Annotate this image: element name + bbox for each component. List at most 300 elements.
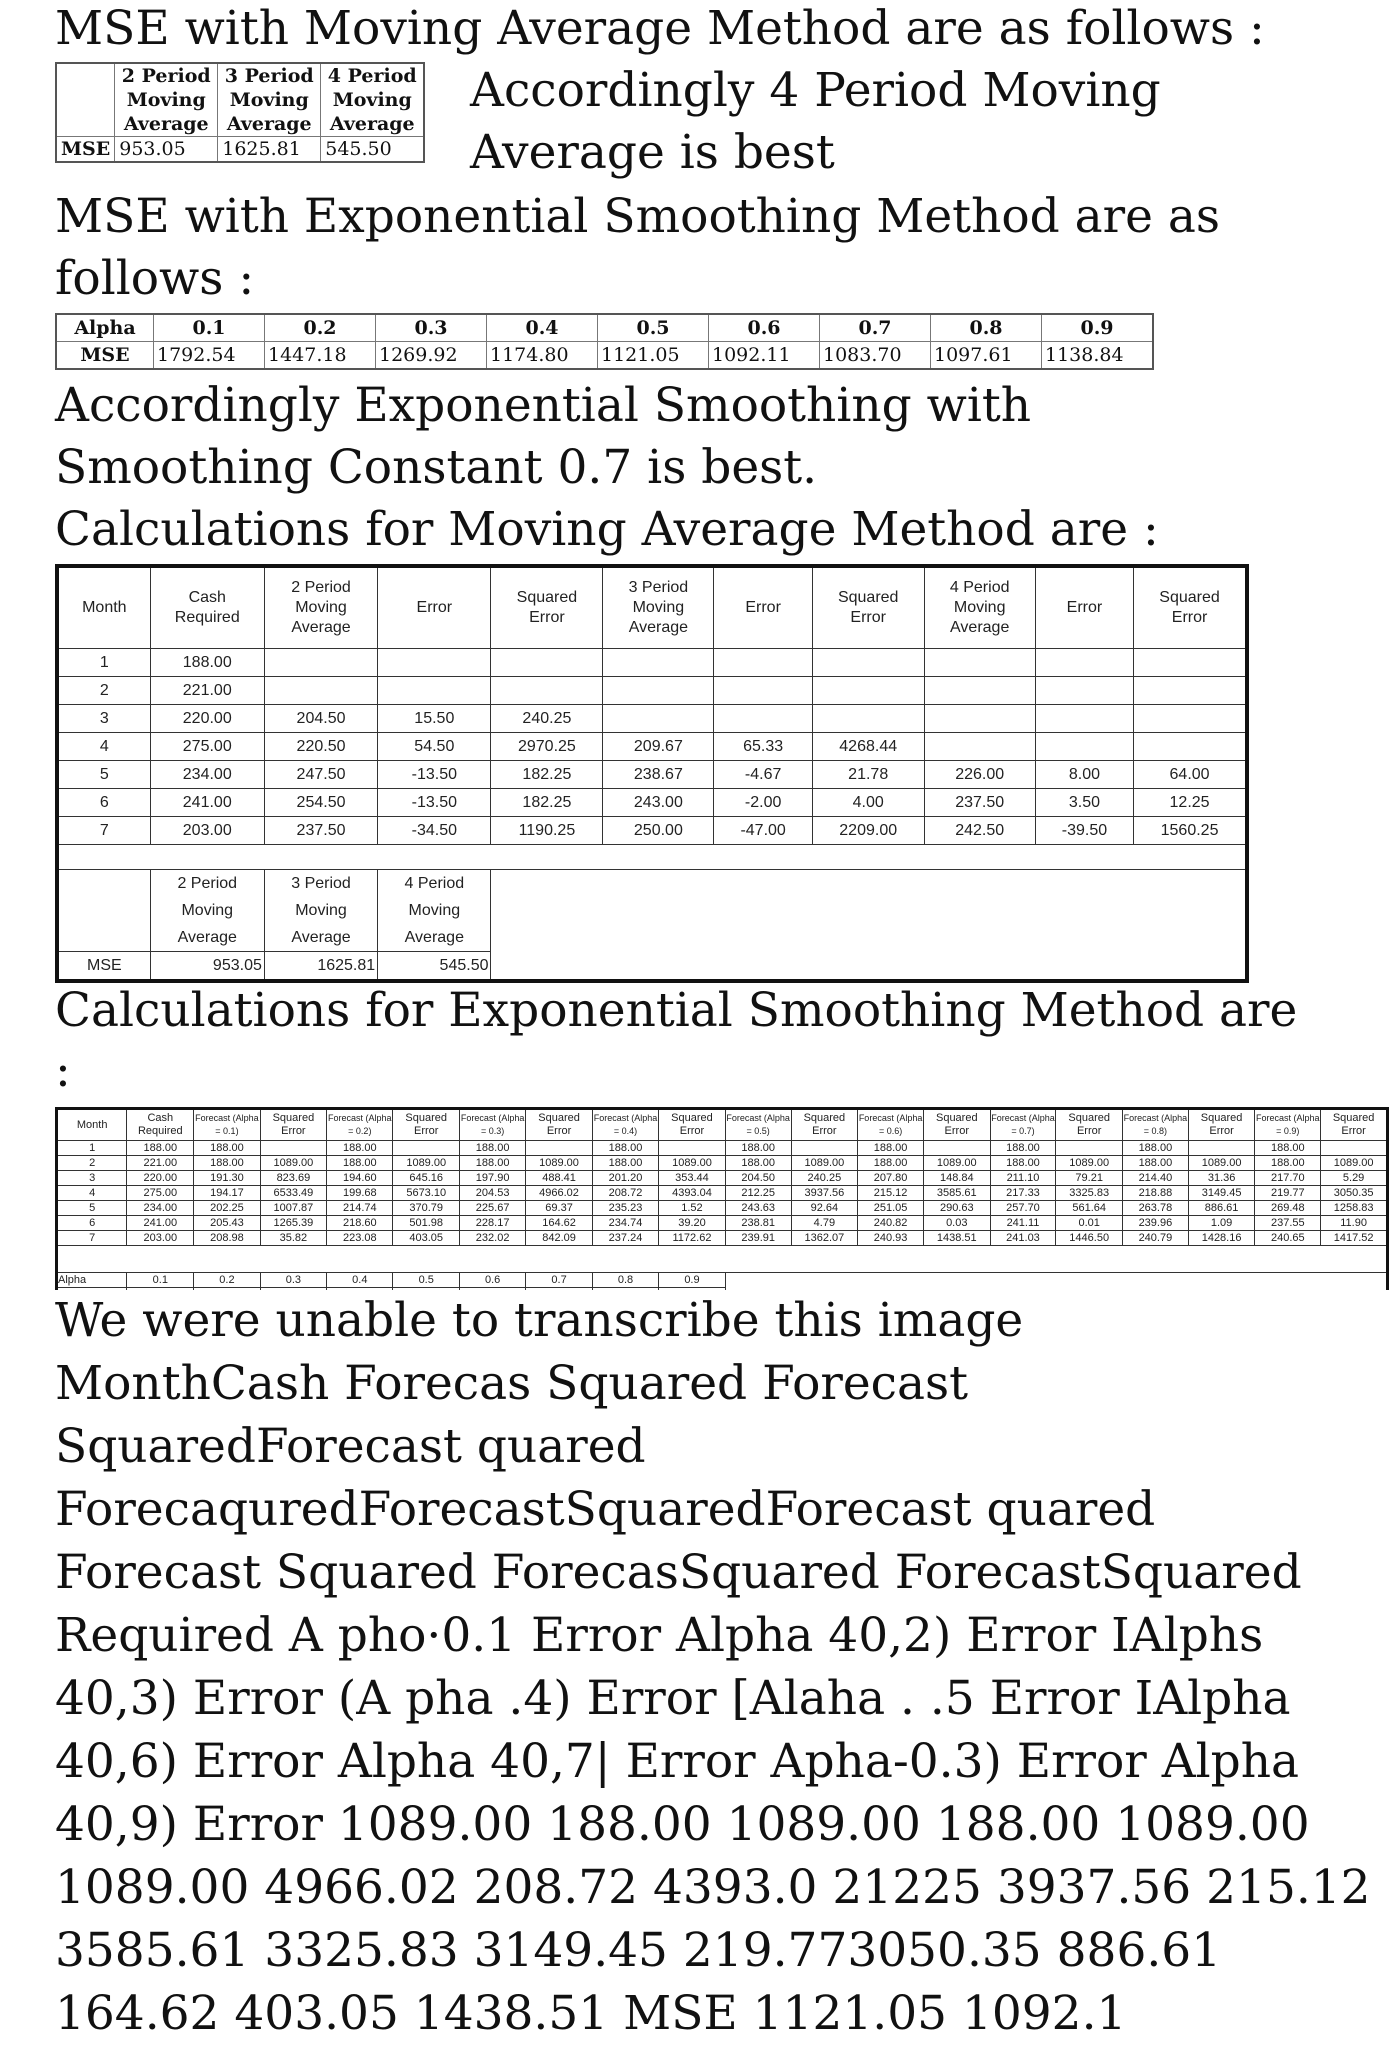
header-cell: Squared Error xyxy=(1188,1109,1255,1141)
table-cell xyxy=(1134,733,1247,761)
header-cell: Squared Error xyxy=(812,566,924,649)
table-cell: 220.00 xyxy=(127,1171,194,1186)
table-cell xyxy=(812,705,924,733)
table-cell: 1265.39 xyxy=(260,1216,327,1231)
heading-es-calculations-1: Calculations for Exponential Smoothing Method are xyxy=(55,983,1298,1038)
header-cell: Error xyxy=(714,566,812,649)
table-cell: 188.00 xyxy=(150,649,264,677)
mse-value: 953.05 xyxy=(150,952,264,982)
row-label: MSE xyxy=(56,342,154,370)
es-conclusion-line1: Accordingly Exponential Smoothing with xyxy=(55,378,1032,433)
mse-value: 1092.11 xyxy=(709,342,820,370)
table-cell: 221.00 xyxy=(127,1156,194,1171)
table-row xyxy=(57,649,1247,677)
table-cell: 188.00 xyxy=(990,1141,1056,1156)
header-cell: 2 Period Moving Average xyxy=(115,63,218,137)
table-cell xyxy=(1134,705,1247,733)
table-cell: 238.67 xyxy=(603,761,714,789)
table-cell: 3.50 xyxy=(1035,789,1133,817)
table-cell: 0.03 xyxy=(924,1216,991,1231)
table-row xyxy=(57,789,1247,817)
table-cell: 208.72 xyxy=(592,1186,658,1201)
alpha-value: 0.7 xyxy=(820,314,931,342)
table-cell: 201.20 xyxy=(592,1171,658,1186)
table-cell: 5673.10 xyxy=(393,1186,460,1201)
alpha-value: 0.4 xyxy=(487,314,598,342)
table-cell: 353.44 xyxy=(659,1171,726,1186)
table-cell: 243.63 xyxy=(725,1201,791,1216)
table-cell: 1089.00 xyxy=(924,1156,991,1171)
table-row xyxy=(57,705,1247,733)
table-cell: 290.63 xyxy=(924,1201,991,1216)
table-cell xyxy=(924,733,1035,761)
table-cell: 209.67 xyxy=(603,733,714,761)
table-cell xyxy=(1035,705,1133,733)
table-cell: 240.25 xyxy=(491,705,603,733)
table-row xyxy=(57,1186,1388,1201)
table-cell: 239.91 xyxy=(725,1231,791,1246)
table-cell xyxy=(1035,677,1133,705)
table-cell: 234.74 xyxy=(592,1216,658,1231)
table-cell: 188.00 xyxy=(858,1156,924,1171)
alpha-value: 0.8 xyxy=(931,314,1042,342)
table-cell: 188.00 xyxy=(725,1141,791,1156)
table-cell: 215.12 xyxy=(858,1186,924,1201)
table-cell: 241.03 xyxy=(990,1231,1056,1246)
table-cell xyxy=(659,1141,726,1156)
table-cell: 1 xyxy=(57,1141,127,1156)
table-cell: 194.17 xyxy=(194,1186,260,1201)
header-cell: Cash Required xyxy=(127,1109,194,1141)
table-cell: 240.82 xyxy=(858,1216,924,1231)
table-cell: 886.61 xyxy=(1188,1201,1255,1216)
table-cell xyxy=(378,677,491,705)
ocr-line: Forecast Squared ForecasSquared ForecastSquared xyxy=(55,1545,1302,1600)
blankcell xyxy=(725,1273,1387,1291)
table-row xyxy=(57,1171,1388,1186)
header-cell: Error xyxy=(378,566,491,649)
table-cell: 250.00 xyxy=(603,817,714,845)
table-cell: 188.00 xyxy=(1122,1156,1188,1171)
alpha-row xyxy=(56,314,1153,342)
header-cell: Forecast (Alpha = 0.3) xyxy=(460,1109,526,1141)
ocr-line: 40,6) Error Alpha 40,7| Error Apha-0.3) Error Alpha xyxy=(55,1734,1300,1789)
table-cell: 1258.83 xyxy=(1321,1201,1388,1216)
ocr-line: SquaredForecast quared xyxy=(55,1419,646,1474)
alpha-value: 0.1 xyxy=(127,1273,194,1288)
table-cell: 204.50 xyxy=(725,1171,791,1186)
table-cell xyxy=(714,705,812,733)
header-cell: 3 Period Moving Average xyxy=(264,870,377,952)
alpha-value: 0.2 xyxy=(194,1273,260,1288)
table-cell: 488.41 xyxy=(526,1171,593,1186)
mse-value: 1174.80 xyxy=(487,342,598,370)
table-cell: 3050.35 xyxy=(1321,1186,1388,1201)
table-cell: 21.78 xyxy=(812,761,924,789)
header-cell: 4 Period Moving Average xyxy=(321,63,425,137)
header-cell: Forecast (Alpha = 0.5) xyxy=(725,1109,791,1141)
table-cell: 1172.62 xyxy=(659,1231,726,1246)
header-cell: Squared Error xyxy=(1321,1109,1388,1141)
mse-value: 1792.54 xyxy=(154,342,265,370)
mse-value: 953.05 xyxy=(115,137,218,163)
table-cell: 1438.51 xyxy=(924,1231,991,1246)
header-cell: Squared Error xyxy=(393,1109,460,1141)
table-cell: 207.80 xyxy=(858,1171,924,1186)
table-cell: 65.33 xyxy=(714,733,812,761)
table-cell: 4.00 xyxy=(812,789,924,817)
table-cell xyxy=(1056,1141,1123,1156)
header-cell: 3 Period Moving Average xyxy=(603,566,714,649)
table-cell: 403.05 xyxy=(393,1231,460,1246)
table-cell: 188.00 xyxy=(990,1156,1056,1171)
table-cell: 242.50 xyxy=(924,817,1035,845)
table-cell: 188.00 xyxy=(1255,1156,1321,1171)
table-cell: 561.64 xyxy=(1056,1201,1123,1216)
alpha-value: 0.2 xyxy=(265,314,376,342)
ocr-line: Required A pho·0.1 Error Alpha 40,2) Error IAlphs xyxy=(55,1608,1264,1663)
table-row xyxy=(57,817,1247,845)
alpha-value: 0.6 xyxy=(709,314,820,342)
table-cell xyxy=(812,677,924,705)
table-cell xyxy=(1321,1141,1388,1156)
table-cell: 1.52 xyxy=(659,1201,726,1216)
ocr-line: ForecaquredForecastSquaredForecast quared xyxy=(55,1482,1156,1537)
table-cell: 237.50 xyxy=(924,789,1035,817)
table-cell: 2970.25 xyxy=(491,733,603,761)
ma-calculation-table xyxy=(55,564,1249,983)
table-cell: -39.50 xyxy=(1035,817,1133,845)
table-cell: 1089.00 xyxy=(260,1156,327,1171)
table-cell: 5 xyxy=(57,761,150,789)
alpha-value: 0.9 xyxy=(659,1273,726,1288)
table-cell: 2 xyxy=(57,677,150,705)
table-cell xyxy=(491,649,603,677)
header-row xyxy=(57,1109,1388,1141)
table-cell: 5.29 xyxy=(1321,1171,1388,1186)
table-cell: 54.50 xyxy=(378,733,491,761)
table-cell: 370.79 xyxy=(393,1201,460,1216)
table-cell: -4.67 xyxy=(714,761,812,789)
table-cell: 188.00 xyxy=(592,1156,658,1171)
table-cell: 220.00 xyxy=(150,705,264,733)
es-mse-summary-table xyxy=(55,313,1154,370)
mse-value: 1121.05 xyxy=(598,342,709,370)
table-cell: 275.00 xyxy=(150,733,264,761)
table-cell: 188.00 xyxy=(194,1156,260,1171)
table-cell xyxy=(1134,649,1247,677)
table-row xyxy=(57,1201,1388,1216)
alpha-row xyxy=(57,1273,1388,1288)
table-cell: 243.00 xyxy=(603,789,714,817)
table-cell: 214.74 xyxy=(327,1201,393,1216)
table-cell: 188.00 xyxy=(1255,1141,1321,1156)
header-cell: Squared Error xyxy=(1056,1109,1123,1141)
table-cell: 240.25 xyxy=(791,1171,858,1186)
table-cell: 188.00 xyxy=(592,1141,658,1156)
table-cell: 1089.00 xyxy=(791,1156,858,1171)
table-cell xyxy=(393,1141,460,1156)
table-cell xyxy=(1035,649,1133,677)
table-cell: 226.00 xyxy=(924,761,1035,789)
table-cell: 1446.50 xyxy=(1056,1231,1123,1246)
ocr-line: MonthCash Forecas Squared Forecast xyxy=(55,1356,969,1411)
table-cell: 3149.45 xyxy=(1188,1186,1255,1201)
table-cell xyxy=(812,649,924,677)
table-cell: 212.25 xyxy=(725,1186,791,1201)
table-cell: 188.00 xyxy=(327,1156,393,1171)
heading-ma-mse: MSE with Moving Average Method are as follows : xyxy=(55,1,1265,56)
table-cell xyxy=(1188,1141,1255,1156)
table-row xyxy=(57,1141,1388,1156)
ocr-line: 3585.61 3325.83 3149.45 219.773050.35 886.61 xyxy=(55,1923,1222,1978)
table-cell: 1428.16 xyxy=(1188,1231,1255,1246)
table-cell: -47.00 xyxy=(714,817,812,845)
header-cell xyxy=(56,63,115,137)
ocr-line: 40,9) Error 1089.00 188.00 1089.00 188.00 1089.00 xyxy=(55,1797,1310,1852)
table-cell: 645.16 xyxy=(393,1171,460,1186)
table-cell: 4.79 xyxy=(791,1216,858,1231)
mse-value: 1625.81 xyxy=(264,952,377,982)
table-cell: 79.21 xyxy=(1056,1171,1123,1186)
table-cell: 241.11 xyxy=(990,1216,1056,1231)
alpha-value: 0.3 xyxy=(260,1273,327,1288)
header-cell: 4 Period Moving Average xyxy=(378,870,491,952)
header-cell: Squared Error xyxy=(791,1109,858,1141)
mse-value: 1097.61 xyxy=(931,342,1042,370)
table-cell: 191.30 xyxy=(194,1171,260,1186)
table-cell: 1089.00 xyxy=(526,1156,593,1171)
table-cell: 251.05 xyxy=(858,1201,924,1216)
mse-value: 1269.92 xyxy=(376,342,487,370)
table-cell: 1007.87 xyxy=(260,1201,327,1216)
table-cell: 217.70 xyxy=(1255,1171,1321,1186)
heading-es-calculations-2: : xyxy=(55,1043,71,1098)
table-cell: 35.82 xyxy=(260,1231,327,1246)
table-cell: 228.17 xyxy=(460,1216,526,1231)
table-cell: 234.00 xyxy=(127,1201,194,1216)
table-cell xyxy=(491,677,603,705)
table-row xyxy=(57,1156,1388,1171)
header-cell: Forecast (Alpha = 0.1) xyxy=(194,1109,260,1141)
header-cell: Forecast (Alpha = 0.2) xyxy=(327,1109,393,1141)
heading-ma-calculations: Calculations for Moving Average Method are : xyxy=(55,502,1159,557)
table-cell: 842.09 xyxy=(526,1231,593,1246)
table-cell xyxy=(264,677,377,705)
row-label: Alpha xyxy=(56,314,154,342)
table-cell: 197.90 xyxy=(460,1171,526,1186)
table-cell: 1560.25 xyxy=(1134,817,1247,845)
table-cell: 217.33 xyxy=(990,1186,1056,1201)
table-cell: 204.53 xyxy=(460,1186,526,1201)
alpha-value: 0.5 xyxy=(393,1273,460,1288)
table-cell: 241.00 xyxy=(150,789,264,817)
table-cell: 221.00 xyxy=(150,677,264,705)
table-cell xyxy=(264,649,377,677)
table-cell xyxy=(378,649,491,677)
table-cell xyxy=(714,649,812,677)
table-cell: 214.40 xyxy=(1122,1171,1188,1186)
table-cell: 182.25 xyxy=(491,789,603,817)
table-cell: 218.88 xyxy=(1122,1186,1188,1201)
table-cell: 240.65 xyxy=(1255,1231,1321,1246)
table-cell: 1 xyxy=(57,649,150,677)
table-cell xyxy=(791,1141,858,1156)
table-cell: 218.60 xyxy=(327,1216,393,1231)
table-cell: 3 xyxy=(57,1171,127,1186)
table-cell: 148.84 xyxy=(924,1171,991,1186)
table-cell: 237.50 xyxy=(264,817,377,845)
table-cell: 203.00 xyxy=(127,1231,194,1246)
header-row xyxy=(57,566,1247,649)
table-cell: 239.96 xyxy=(1122,1216,1188,1231)
table-row xyxy=(57,733,1247,761)
table-cell: 0.01 xyxy=(1056,1216,1123,1231)
table-cell: 205.43 xyxy=(194,1216,260,1231)
table-cell: 237.24 xyxy=(592,1231,658,1246)
header-cell: Squared Error xyxy=(491,566,603,649)
ocr-line: 40,3) Error (A pha .4) Error [Alaha . .5 Error IAlpha xyxy=(55,1671,1291,1726)
table-cell: 188.00 xyxy=(327,1141,393,1156)
table-cell xyxy=(1035,733,1133,761)
table-cell: 4268.44 xyxy=(812,733,924,761)
header-cell: Forecast (Alpha = 0.9) xyxy=(1255,1109,1321,1141)
ocr-line: 164.62 403.05 1438.51 MSE 1121.05 1092.1 xyxy=(55,1986,1127,2041)
table-cell: 223.08 xyxy=(327,1231,393,1246)
header-cell: Squared Error xyxy=(659,1109,726,1141)
table-cell: 188.00 xyxy=(725,1156,791,1171)
table-cell: 225.67 xyxy=(460,1201,526,1216)
table-cell: 823.69 xyxy=(260,1171,327,1186)
header-cell: Forecast (Alpha = 0.6) xyxy=(858,1109,924,1141)
table-cell: 11.90 xyxy=(1321,1216,1388,1231)
table-cell: 1.09 xyxy=(1188,1216,1255,1231)
table-cell xyxy=(1134,677,1247,705)
table-cell: 39.20 xyxy=(659,1216,726,1231)
table-cell: 208.98 xyxy=(194,1231,260,1246)
ocr-line: 1089.00 4966.02 208.72 4393.0 21225 3937.56 215.12 xyxy=(55,1860,1371,1915)
es-conclusion-line2: Smoothing Constant 0.7 is best. xyxy=(55,440,818,495)
table-cell: 211.10 xyxy=(990,1171,1056,1186)
ma-conclusion-line2: Average is best xyxy=(470,125,835,180)
ocr-line: We were unable to transcribe this image xyxy=(55,1293,1024,1348)
alpha-value: 0.3 xyxy=(376,314,487,342)
blankcell xyxy=(491,870,1247,982)
table-cell: 15.50 xyxy=(378,705,491,733)
es-table-viewport xyxy=(0,1100,1389,1290)
header-cell: Squared Error xyxy=(1134,566,1247,649)
header-cell: Cash Required xyxy=(150,566,264,649)
header-cell: Forecast (Alpha = 0.4) xyxy=(592,1109,658,1141)
table-cell: -2.00 xyxy=(714,789,812,817)
table-cell: 232.02 xyxy=(460,1231,526,1246)
spacer xyxy=(57,1246,1388,1273)
table-cell: 4 xyxy=(57,733,150,761)
header-cell: Error xyxy=(1035,566,1133,649)
table-cell: 194.60 xyxy=(327,1171,393,1186)
table-cell: 238.81 xyxy=(725,1216,791,1231)
table-cell: 3937.56 xyxy=(791,1186,858,1201)
alpha-value: 0.5 xyxy=(598,314,709,342)
table-cell: 220.50 xyxy=(264,733,377,761)
spacer xyxy=(57,845,1247,870)
spacer-row xyxy=(57,1246,1388,1273)
heading-es-mse-1: MSE with Exponential Smoothing Method are as xyxy=(55,189,1221,244)
table-cell: 254.50 xyxy=(264,789,377,817)
heading-es-mse-2: follows : xyxy=(55,251,255,306)
table-cell: 188.00 xyxy=(127,1141,194,1156)
table-cell: 269.48 xyxy=(1255,1201,1321,1216)
table-cell: 7 xyxy=(57,817,150,845)
table-cell: -34.50 xyxy=(378,817,491,845)
table-cell: 1089.00 xyxy=(1321,1156,1388,1171)
table-cell: 501.98 xyxy=(393,1216,460,1231)
table-cell: 1089.00 xyxy=(1056,1156,1123,1171)
table-cell xyxy=(924,649,1035,677)
alpha-value: 0.7 xyxy=(526,1273,593,1288)
table-cell: 219.77 xyxy=(1255,1186,1321,1201)
header-cell: Forecast (Alpha = 0.8) xyxy=(1122,1109,1188,1141)
header-cell: Month xyxy=(57,566,150,649)
table-cell: 241.00 xyxy=(127,1216,194,1231)
table-cell: 6533.49 xyxy=(260,1186,327,1201)
table-cell: 7 xyxy=(57,1231,127,1246)
table-cell: 1089.00 xyxy=(1188,1156,1255,1171)
table-cell: 5 xyxy=(57,1201,127,1216)
table-cell: 6 xyxy=(57,1216,127,1231)
table-cell: 1417.52 xyxy=(1321,1231,1388,1246)
table-cell: 1362.07 xyxy=(791,1231,858,1246)
table-cell: 182.25 xyxy=(491,761,603,789)
table-cell xyxy=(924,677,1035,705)
table-cell xyxy=(714,677,812,705)
mse-row xyxy=(56,342,1153,370)
mse-value: 545.50 xyxy=(378,952,491,982)
mse-value: 545.50 xyxy=(321,137,425,163)
table-cell: 4 xyxy=(57,1186,127,1201)
table-cell: -13.50 xyxy=(378,789,491,817)
header-cell: 3 Period Moving Average xyxy=(218,63,321,137)
table-cell: 92.64 xyxy=(791,1201,858,1216)
table-cell: 199.68 xyxy=(327,1186,393,1201)
table-cell: 164.62 xyxy=(526,1216,593,1231)
alpha-value: 0.4 xyxy=(327,1273,393,1288)
alpha-value: 0.8 xyxy=(592,1273,658,1288)
row-label: Alpha xyxy=(57,1273,127,1288)
table-cell: 188.00 xyxy=(460,1141,526,1156)
alpha-value: 0.9 xyxy=(1042,314,1154,342)
table-cell: 237.55 xyxy=(1255,1216,1321,1231)
table-cell: 8.00 xyxy=(1035,761,1133,789)
table-cell: 4393.04 xyxy=(659,1186,726,1201)
table-cell xyxy=(260,1141,327,1156)
header-cell: Squared Error xyxy=(924,1109,991,1141)
table-row xyxy=(57,761,1247,789)
spacer-row xyxy=(57,845,1247,870)
table-cell: 247.50 xyxy=(264,761,377,789)
table-cell: 204.50 xyxy=(264,705,377,733)
mse-value: 1083.70 xyxy=(820,342,931,370)
table-cell: 263.78 xyxy=(1122,1201,1188,1216)
header-cell: 4 Period Moving Average xyxy=(924,566,1035,649)
mse-value: 1447.18 xyxy=(265,342,376,370)
table-row xyxy=(57,1231,1388,1246)
table-cell: 64.00 xyxy=(1134,761,1247,789)
table-cell xyxy=(603,649,714,677)
header-cell: Squared Error xyxy=(526,1109,593,1141)
table-cell: -13.50 xyxy=(378,761,491,789)
table-cell: 188.00 xyxy=(1122,1141,1188,1156)
